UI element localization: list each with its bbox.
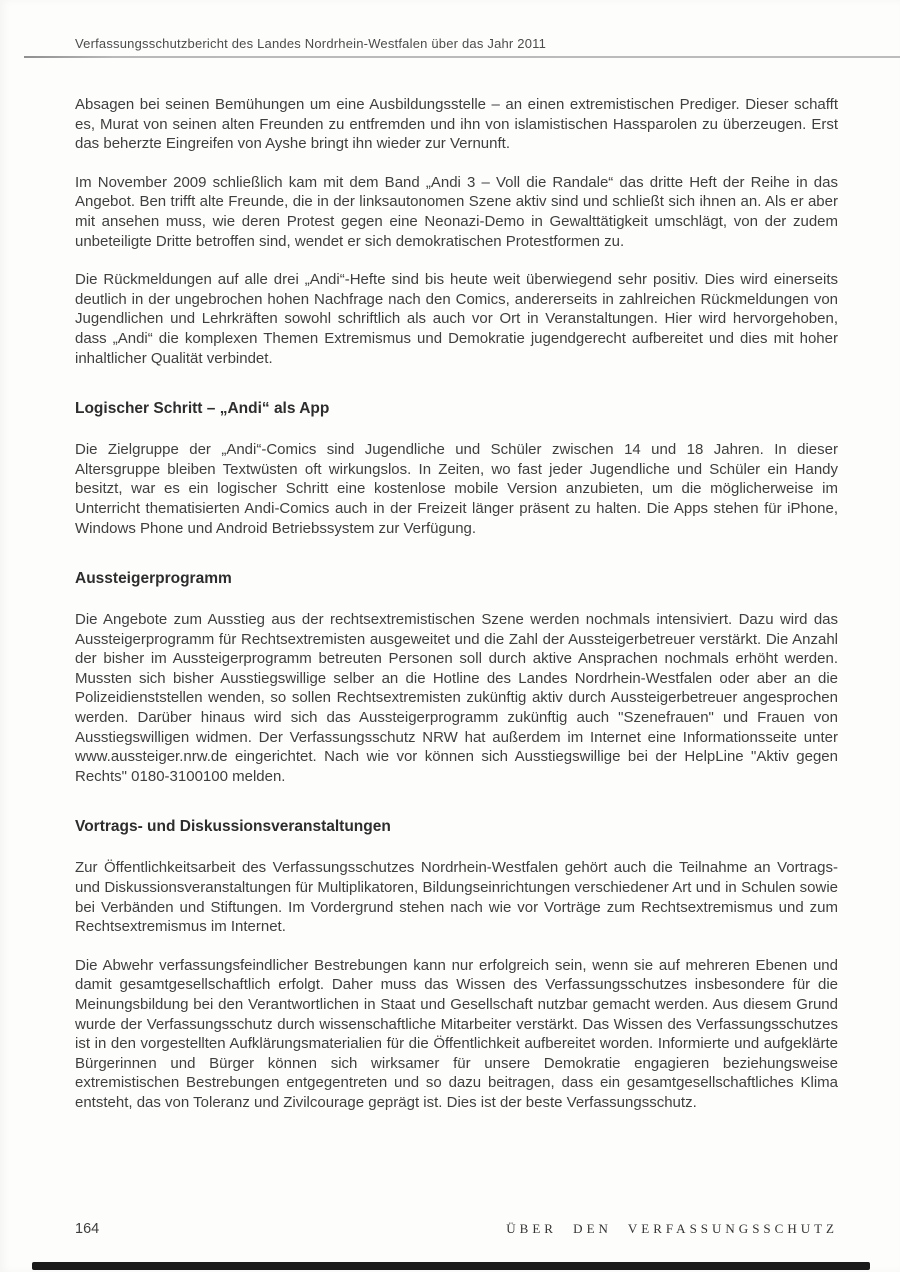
page-body — [75, 95, 838, 1132]
paragraph: Die Rückmeldungen auf alle drei „Andi“-Hefte sind bis heute weit überwiegend sehr positiv. Dies wird einerseits deutlich in der ungebrochen hohen Nachfrage nach den Comics, andererseits in zahlreichen Rückmeldungen von Jugendlichen und Lehrkräften sowohl schriftlich als auch vor Ort in Veranstaltungen. Hier wird hervorgehoben, dass „Andi“ die komplexen Themen Extremismus und Demokratie jugendgerecht aufbereitet und dies mit hoher inhaltlicher Qualität verbindet. — [75, 271, 838, 367]
paragraph: Die Angebote zum Ausstieg aus der rechtsextremistischen Szene werden nochmals intensiviert. Dazu wird das Aussteigerprogramm für Rechtsextremisten ausgeweitet und die Zahl der Aussteigerbetreuer verstärkt. Die Anzahl der bisher im Aussteigerprogramm betreuten Personen soll durch aktive Ansprachen nochmals erhöht werden. Mussten sich bisher Ausstiegswillige selber an die Hotline des Landes Nordrhein-Westfalen oder aber an die Polizeidienststellen wenden, so sollen Rechtsextremisten zukünftig aktiv durch Aussteigerbetreuer angesprochen werden. Darüber hinaus wird sich das Aussteigerprogramm zukünftig auch "Szenefrauen" und Frauen von Ausstiegswilligen widmen. Der Verfassungsschutz NRW hat außerdem im Internet eine Informationsseite unter www.aussteiger.nrw.de eingerichtet. Nach wie vor können sich Ausstiegswillige bei der HelpLine "Aktiv gegen Rechts" 0180-3100100 melden. — [75, 611, 838, 785]
page-header — [75, 36, 838, 51]
scan-edge-bar — [32, 1262, 870, 1270]
paragraph: Zur Öffentlichkeitsarbeit des Verfassungsschutzes Nordrhein-Westfalen gehört auch die Teilnahme an Vortrags- und Diskussionsveranstaltungen für Multiplikatoren, Bildungseinrichtungen verschiedener Art und in Schulen sowie bei Verbänden und Stiftungen. Im Vordergrund stehen nach wie vor Vorträge zum Rechtsextremismus und zum Rechtsextremismus im Internet. — [75, 859, 838, 936]
page-footer — [75, 1221, 838, 1237]
section-heading-aussteigerprogramm: Aussteigerprogramm — [75, 570, 232, 588]
page-number: 164 — [75, 1221, 100, 1237]
paragraph: Im November 2009 schließlich kam mit dem Band „Andi 3 – Voll die Randale“ das dritte Heft der Reihe in das Angebot. Ben trifft alte Freunde, die in der linksautonomen Szene aktiv sind und schließt sich ihnen an. Als er aber mit ansehen muss, wie deren Protest gegen eine Neonazi-Demo in Gewalttätigkeit umschlägt, von der zudem unbeteiligte Dritte betroffen sind, wendet er sich demokratischen Protestformen zu. — [75, 173, 838, 250]
paragraph: Die Zielgruppe der „Andi“-Comics sind Jugendliche und Schüler zwischen 14 und 18 Jahren. In dieser Altersgruppe bleiben Textwüsten oft wirkungslos. In Zeiten, wo fast jeder Jugendliche und Schüler ein Handy besitzt, war es ein logischer Schritt eine kostenlose mobile Version anzubieten, um die möglicherweise im Unterricht thematisierten Andi-Comics auch in der Freizeit länger präsent zu halten. Die Apps stehen für iPhone, Windows Phone und Android Betriebssystem zur Verfügung. — [75, 441, 838, 537]
header-title: Verfassungsschutzbericht des Landes Nordrhein-Westfalen über das Jahr 2011 — [75, 36, 547, 51]
section-heading-vortraege: Vortrags- und Diskussionsveranstaltungen — [75, 818, 391, 836]
header-rule — [24, 56, 900, 58]
section-heading-andi-app: Logischer Schritt – „Andi“ als App — [75, 400, 330, 418]
running-title: ÜBER DEN VERFASSUNGSSCHUTZ — [506, 1221, 838, 1236]
paragraph: Absagen bei seinen Bemühungen um eine Ausbildungsstelle – an einen extremistischen Prediger. Dieser schafft es, Murat von seinen alten Freunden zu entfremden und ihn von islamistischen Hassparolen zu überzeugen. Erst das beherzte Eingreifen von Ayshe bringt ihn wieder zur Vernunft. — [75, 96, 838, 153]
paragraph: Die Abwehr verfassungsfeindlicher Bestrebungen kann nur erfolgreich sein, wenn sie auf mehreren Ebenen und damit gesamtgesellschaftlich erfolgt. Daher muss das Wissen des Verfassungsschutzes insbesondere für die Meinungsbildung bei den Verantwortlichen in Staat und Gesellschaft nutzbar gemacht werden. Aus diesem Grund wurde der Verfassungsschutz durch wissenschaftliche Mitarbeiter verstärkt. Das Wissen des Verfassungsschutzes ist in den vorgestellten Aufklärungsmaterialien für die Öffentlichkeit aufbereitet worden. Informierte und aufgeklärte Bürgerinnen und Bürger können sich wirksamer für unsere Demokratie engagieren beziehungsweise extremistischen Bestrebungen entgegentreten und so dazu beitragen, dass ein gesamtgesellschaftliches Klima entsteht, das von Toleranz und Zivilcourage geprägt ist. Dies ist der beste Verfassungsschutz. — [75, 956, 838, 1111]
